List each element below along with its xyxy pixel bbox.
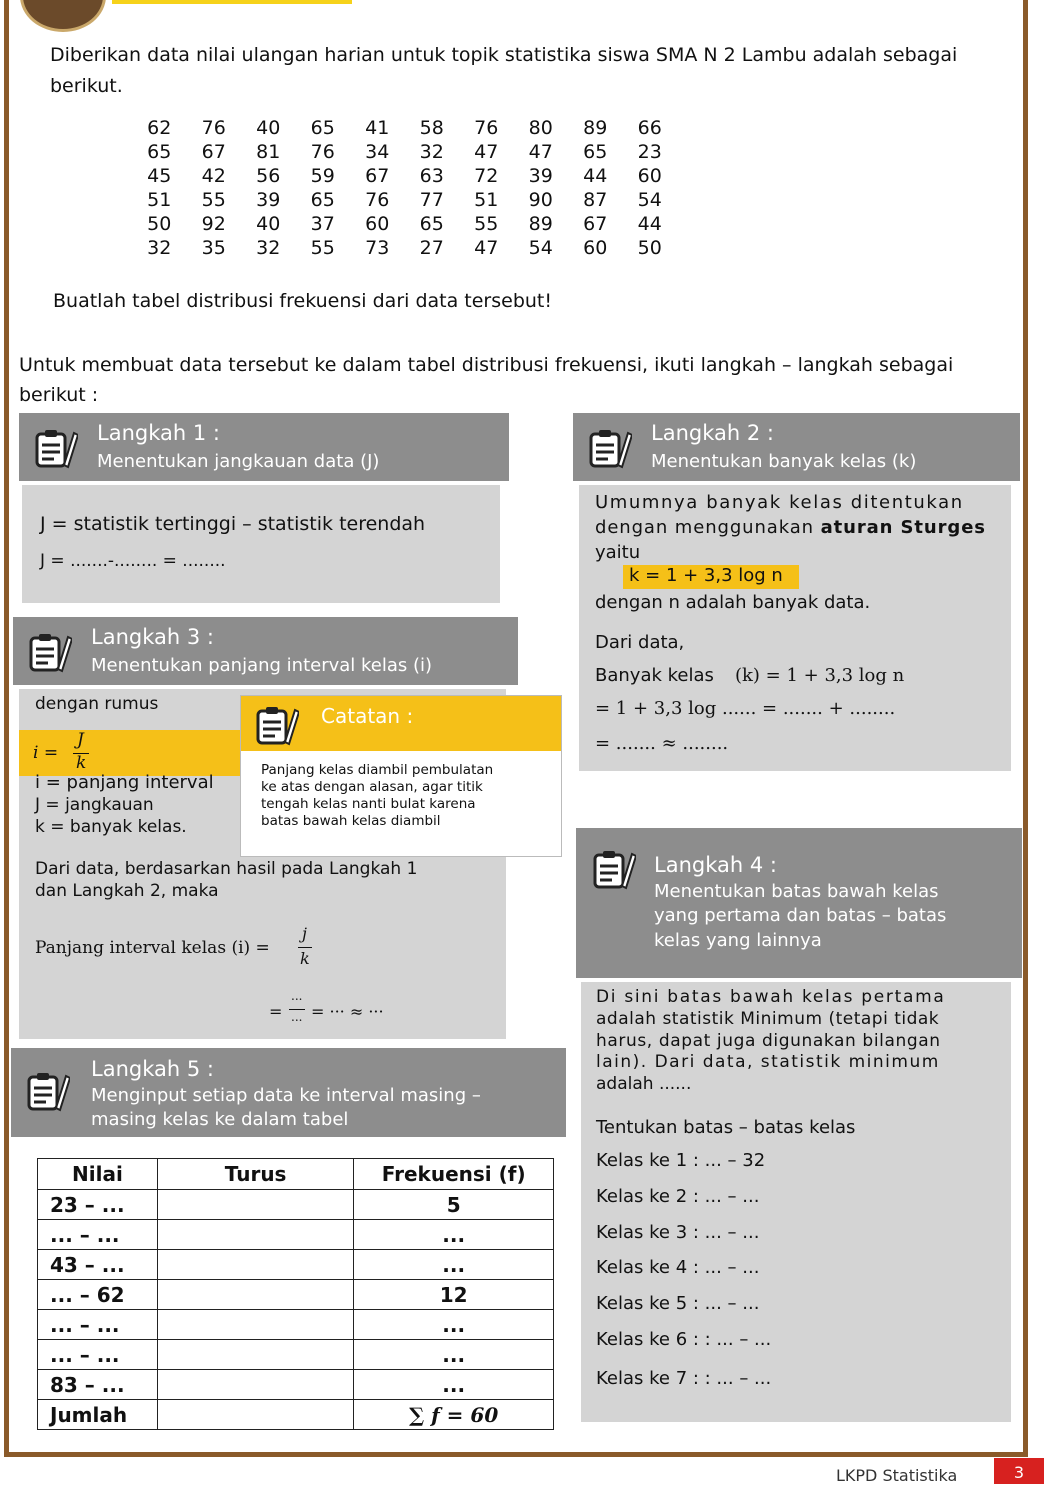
data-value: 60 bbox=[637, 165, 662, 187]
data-value: 81 bbox=[256, 141, 281, 163]
data-value: 67 bbox=[201, 141, 226, 163]
class-2-bounds: Kelas ke 2 : ... – ... bbox=[596, 1186, 760, 1207]
data-value: 76 bbox=[365, 189, 390, 211]
data-value: 41 bbox=[365, 117, 390, 139]
note-card bbox=[240, 695, 562, 857]
turus-cell[interactable] bbox=[157, 1280, 353, 1310]
data-value: 77 bbox=[419, 189, 444, 211]
step3-header bbox=[13, 617, 518, 685]
instruction-text: Untuk membuat data tersebut ke dalam tabel distribusi frekuensi, ikuti langkah – langkah sebagai berikut : bbox=[19, 354, 954, 406]
step4-title: Langkah 4 : bbox=[654, 853, 777, 877]
data-value: 39 bbox=[528, 165, 553, 187]
data-value: 45 bbox=[147, 165, 172, 187]
frekuensi-cell: ... bbox=[354, 1370, 554, 1400]
data-value: 60 bbox=[365, 213, 390, 235]
data-value: 59 bbox=[310, 165, 335, 187]
step3-text1: Dari data, berdasarkan hasil pada Langkah 1 bbox=[35, 859, 418, 879]
data-value: 23 bbox=[637, 141, 662, 163]
frekuensi-cell: ... bbox=[354, 1250, 554, 1280]
formula-denominator: k bbox=[76, 753, 87, 773]
frekuensi-cell: 5 bbox=[354, 1190, 554, 1220]
total-value: ∑ f = 60 bbox=[354, 1400, 554, 1430]
data-value: 55 bbox=[201, 189, 226, 211]
data-value: 62 bbox=[147, 117, 172, 139]
data-value: 87 bbox=[583, 189, 608, 211]
frequency-table bbox=[37, 1158, 554, 1430]
data-value: 65 bbox=[147, 141, 172, 163]
data-value: 89 bbox=[583, 117, 608, 139]
data-value: 76 bbox=[201, 117, 226, 139]
data-value: 90 bbox=[528, 189, 553, 211]
step4-subtitle-3: kelas yang lainnya bbox=[654, 930, 822, 951]
clipboard-pen-icon bbox=[26, 1070, 70, 1112]
step3-calc-label: Panjang interval kelas (i) = bbox=[35, 938, 270, 958]
step2-p2: dengan n adalah banyak data. bbox=[595, 592, 871, 613]
step2-calc1: (k) = 1 + 3,3 log n bbox=[735, 665, 905, 686]
data-value: 65 bbox=[310, 117, 335, 139]
table-row bbox=[38, 1250, 554, 1280]
step2-p3: Dari data, bbox=[595, 632, 685, 653]
table-row bbox=[38, 1190, 554, 1220]
nilai-cell: 23 – ... bbox=[38, 1190, 158, 1220]
turus-cell[interactable] bbox=[157, 1220, 353, 1250]
step1-subtitle: Menentukan jangkauan data (J) bbox=[97, 451, 380, 472]
step1-panel bbox=[22, 485, 500, 603]
table-total-row bbox=[38, 1400, 554, 1430]
step4-subtitle-1: Menentukan batas bawah kelas bbox=[654, 881, 939, 902]
calc-denominator: k bbox=[300, 949, 310, 968]
step1-line2: J = .......-........ = ........ bbox=[40, 551, 226, 571]
turus-cell[interactable] bbox=[157, 1310, 353, 1340]
step2-header bbox=[573, 413, 1020, 481]
data-value: 47 bbox=[474, 141, 499, 163]
table-row bbox=[38, 1310, 554, 1340]
data-value: 50 bbox=[147, 213, 172, 235]
nilai-cell: ... – 62 bbox=[38, 1280, 158, 1310]
note-line-4: batas bawah kelas diambil bbox=[261, 813, 441, 829]
data-value: 66 bbox=[637, 117, 662, 139]
step5-title: Langkah 5 : bbox=[91, 1057, 214, 1081]
class-3-bounds: Kelas ke 3 : ... – ... bbox=[596, 1222, 760, 1243]
step4-subtitle-2: yang pertama dan batas – batas bbox=[654, 905, 947, 926]
class-4-bounds: Kelas ke 4 : ... – ... bbox=[596, 1257, 760, 1278]
data-value: 47 bbox=[528, 141, 553, 163]
step2-calc2: = 1 + 3,3 log ...... = ....... + ........ bbox=[595, 698, 896, 719]
data-value: 54 bbox=[528, 237, 553, 259]
step2-calc3: = ....... ≈ ........ bbox=[595, 733, 729, 754]
data-value: 65 bbox=[419, 213, 444, 235]
step3-def1: i = panjang interval bbox=[35, 772, 214, 793]
step4-p1: Di sini batas bawah kelas pertama bbox=[596, 987, 946, 1007]
data-value: 55 bbox=[474, 213, 499, 235]
note-line-3: tengah kelas nanti bulat karena bbox=[261, 796, 476, 812]
step2-title: Langkah 2 : bbox=[651, 421, 774, 445]
frekuensi-cell: ... bbox=[354, 1310, 554, 1340]
step2-panel bbox=[579, 485, 1011, 771]
step1-title: Langkah 1 : bbox=[97, 421, 220, 445]
turus-cell[interactable] bbox=[157, 1370, 353, 1400]
data-value: 32 bbox=[419, 141, 444, 163]
data-value: 50 bbox=[637, 237, 662, 259]
clipboard-pen-icon bbox=[588, 427, 632, 469]
nilai-cell: ... – ... bbox=[38, 1220, 158, 1250]
data-value: 56 bbox=[256, 165, 281, 187]
col-frekuensi-header: Frekuensi (f) bbox=[354, 1159, 554, 1190]
step3-title: Langkah 3 : bbox=[91, 625, 214, 649]
step2-calc1-label: Banyak kelas bbox=[595, 665, 714, 686]
step4-task: Tentukan batas – batas kelas bbox=[596, 1117, 856, 1138]
data-value: 89 bbox=[528, 213, 553, 235]
step3-def2: J = jangkauan bbox=[35, 795, 154, 815]
data-value: 40 bbox=[256, 117, 281, 139]
nilai-cell: ... – ... bbox=[38, 1310, 158, 1340]
data-value: 39 bbox=[256, 189, 281, 211]
clipboard-pen-icon bbox=[592, 848, 636, 890]
step2-p1c: yaitu bbox=[595, 542, 641, 563]
step3-subtitle: Menentukan panjang interval kelas (i) bbox=[91, 655, 433, 676]
data-value: 54 bbox=[637, 189, 662, 211]
data-value: 32 bbox=[256, 237, 281, 259]
data-value: 65 bbox=[310, 189, 335, 211]
step3-with-formula: dengan rumus bbox=[35, 694, 159, 714]
step5-subtitle-2: masing kelas ke dalam tabel bbox=[91, 1109, 349, 1130]
table-row bbox=[38, 1340, 554, 1370]
clipboard-pen-icon bbox=[255, 704, 299, 746]
frekuensi-cell: 12 bbox=[354, 1280, 554, 1310]
calc2-denominator: ... bbox=[291, 1010, 303, 1024]
note-title: Catatan : bbox=[321, 704, 414, 728]
data-value: 40 bbox=[256, 213, 281, 235]
data-value: 47 bbox=[474, 237, 499, 259]
nilai-cell: 83 – ... bbox=[38, 1370, 158, 1400]
task-text: Buatlah tabel distribusi frekuensi dari data tersebut! bbox=[53, 290, 552, 312]
data-value: 67 bbox=[365, 165, 390, 187]
col-turus-header: Turus bbox=[157, 1159, 353, 1190]
step2-p1b: dengan menggunakan aturan Sturges bbox=[595, 517, 986, 538]
turus-cell[interactable] bbox=[157, 1190, 353, 1220]
data-value: 37 bbox=[310, 213, 335, 235]
sturges-formula: k = 1 + 3,3 log n bbox=[623, 565, 799, 589]
calc-numerator: j bbox=[302, 924, 307, 943]
data-value: 27 bbox=[419, 237, 444, 259]
table-row bbox=[38, 1280, 554, 1310]
table-row bbox=[38, 1220, 554, 1250]
step3-text2: dan Langkah 2, maka bbox=[35, 881, 219, 901]
data-value: 35 bbox=[201, 237, 226, 259]
step1-line1: J = statistik tertinggi – statistik terendah bbox=[40, 513, 426, 535]
turus-cell[interactable] bbox=[157, 1250, 353, 1280]
clipboard-pen-icon bbox=[28, 631, 72, 673]
step4-p3: harus, dapat juga digunakan bilangan bbox=[596, 1031, 941, 1051]
data-value: 32 bbox=[147, 237, 172, 259]
class-5-bounds: Kelas ke 5 : ... – ... bbox=[596, 1293, 760, 1314]
step1-header bbox=[19, 413, 509, 481]
data-value: 63 bbox=[419, 165, 444, 187]
data-value: 65 bbox=[583, 141, 608, 163]
data-value: 80 bbox=[528, 117, 553, 139]
footer-title: LKPD Statistika bbox=[836, 1466, 958, 1485]
data-value: 51 bbox=[474, 189, 499, 211]
data-value: 51 bbox=[147, 189, 172, 211]
data-value: 92 bbox=[201, 213, 226, 235]
data-value: 73 bbox=[365, 237, 390, 259]
step2-subtitle: Menentukan banyak kelas (k) bbox=[651, 451, 917, 472]
data-value: 76 bbox=[474, 117, 499, 139]
formula-lhs: i = bbox=[33, 743, 59, 763]
table-row bbox=[38, 1370, 554, 1400]
note-line-1: Panjang kelas diambil pembulatan bbox=[261, 762, 494, 778]
clipboard-pen-icon bbox=[34, 427, 78, 469]
calc2-numerator: ... bbox=[291, 989, 303, 1003]
step4-header bbox=[576, 828, 1022, 978]
step4-p5: adalah ...... bbox=[596, 1074, 692, 1094]
step4-p2: adalah statistik Minimum (tetapi tidak bbox=[596, 1009, 940, 1029]
data-value: 58 bbox=[419, 117, 444, 139]
data-values-grid bbox=[132, 116, 677, 260]
data-value: 34 bbox=[365, 141, 390, 163]
total-turus-cell bbox=[157, 1400, 353, 1430]
step4-panel bbox=[581, 982, 1011, 1422]
data-value: 72 bbox=[474, 165, 499, 187]
table-header-row bbox=[38, 1159, 554, 1190]
step5-subtitle-1: Menginput setiap data ke interval masing – bbox=[91, 1085, 481, 1106]
step5-header bbox=[11, 1048, 566, 1137]
turus-cell[interactable] bbox=[157, 1340, 353, 1370]
frekuensi-cell: ... bbox=[354, 1340, 554, 1370]
col-nilai-header: Nilai bbox=[38, 1159, 158, 1190]
step3-def3: k = banyak kelas. bbox=[35, 817, 187, 837]
class-6-bounds: Kelas ke 6 : : ... – ... bbox=[596, 1329, 772, 1350]
page-number: 3 bbox=[994, 1458, 1044, 1484]
top-accent-bar bbox=[112, 0, 352, 4]
data-value: 76 bbox=[310, 141, 335, 163]
data-value: 60 bbox=[583, 237, 608, 259]
data-value: 55 bbox=[310, 237, 335, 259]
intro-text: Diberikan data nilai ulangan harian untuk topik statistika siswa SMA N 2 Lambu adalah sebagai berikut. bbox=[50, 44, 958, 97]
data-value: 42 bbox=[201, 165, 226, 187]
step2-p1a: Umumnya banyak kelas ditentukan bbox=[595, 492, 964, 513]
step4-p4: lain). Dari data, statistik minimum bbox=[596, 1052, 940, 1072]
interval-formula-box bbox=[19, 730, 241, 776]
calc2-equals: = bbox=[269, 1002, 283, 1021]
class-7-bounds: Kelas ke 7 : : ... – ... bbox=[596, 1368, 772, 1389]
total-label: Jumlah bbox=[38, 1400, 158, 1430]
calc2-rest: = ··· ≈ ··· bbox=[311, 1002, 384, 1021]
nilai-cell: 43 – ... bbox=[38, 1250, 158, 1280]
formula-numerator: J bbox=[77, 730, 84, 750]
nilai-cell: ... – ... bbox=[38, 1340, 158, 1370]
data-value: 44 bbox=[637, 213, 662, 235]
frekuensi-cell: ... bbox=[354, 1220, 554, 1250]
data-value: 44 bbox=[583, 165, 608, 187]
note-line-2: ke atas dengan alasan, agar titik bbox=[261, 779, 483, 795]
class-1-bounds: Kelas ke 1 : ... – 32 bbox=[596, 1150, 766, 1171]
data-value: 67 bbox=[583, 213, 608, 235]
